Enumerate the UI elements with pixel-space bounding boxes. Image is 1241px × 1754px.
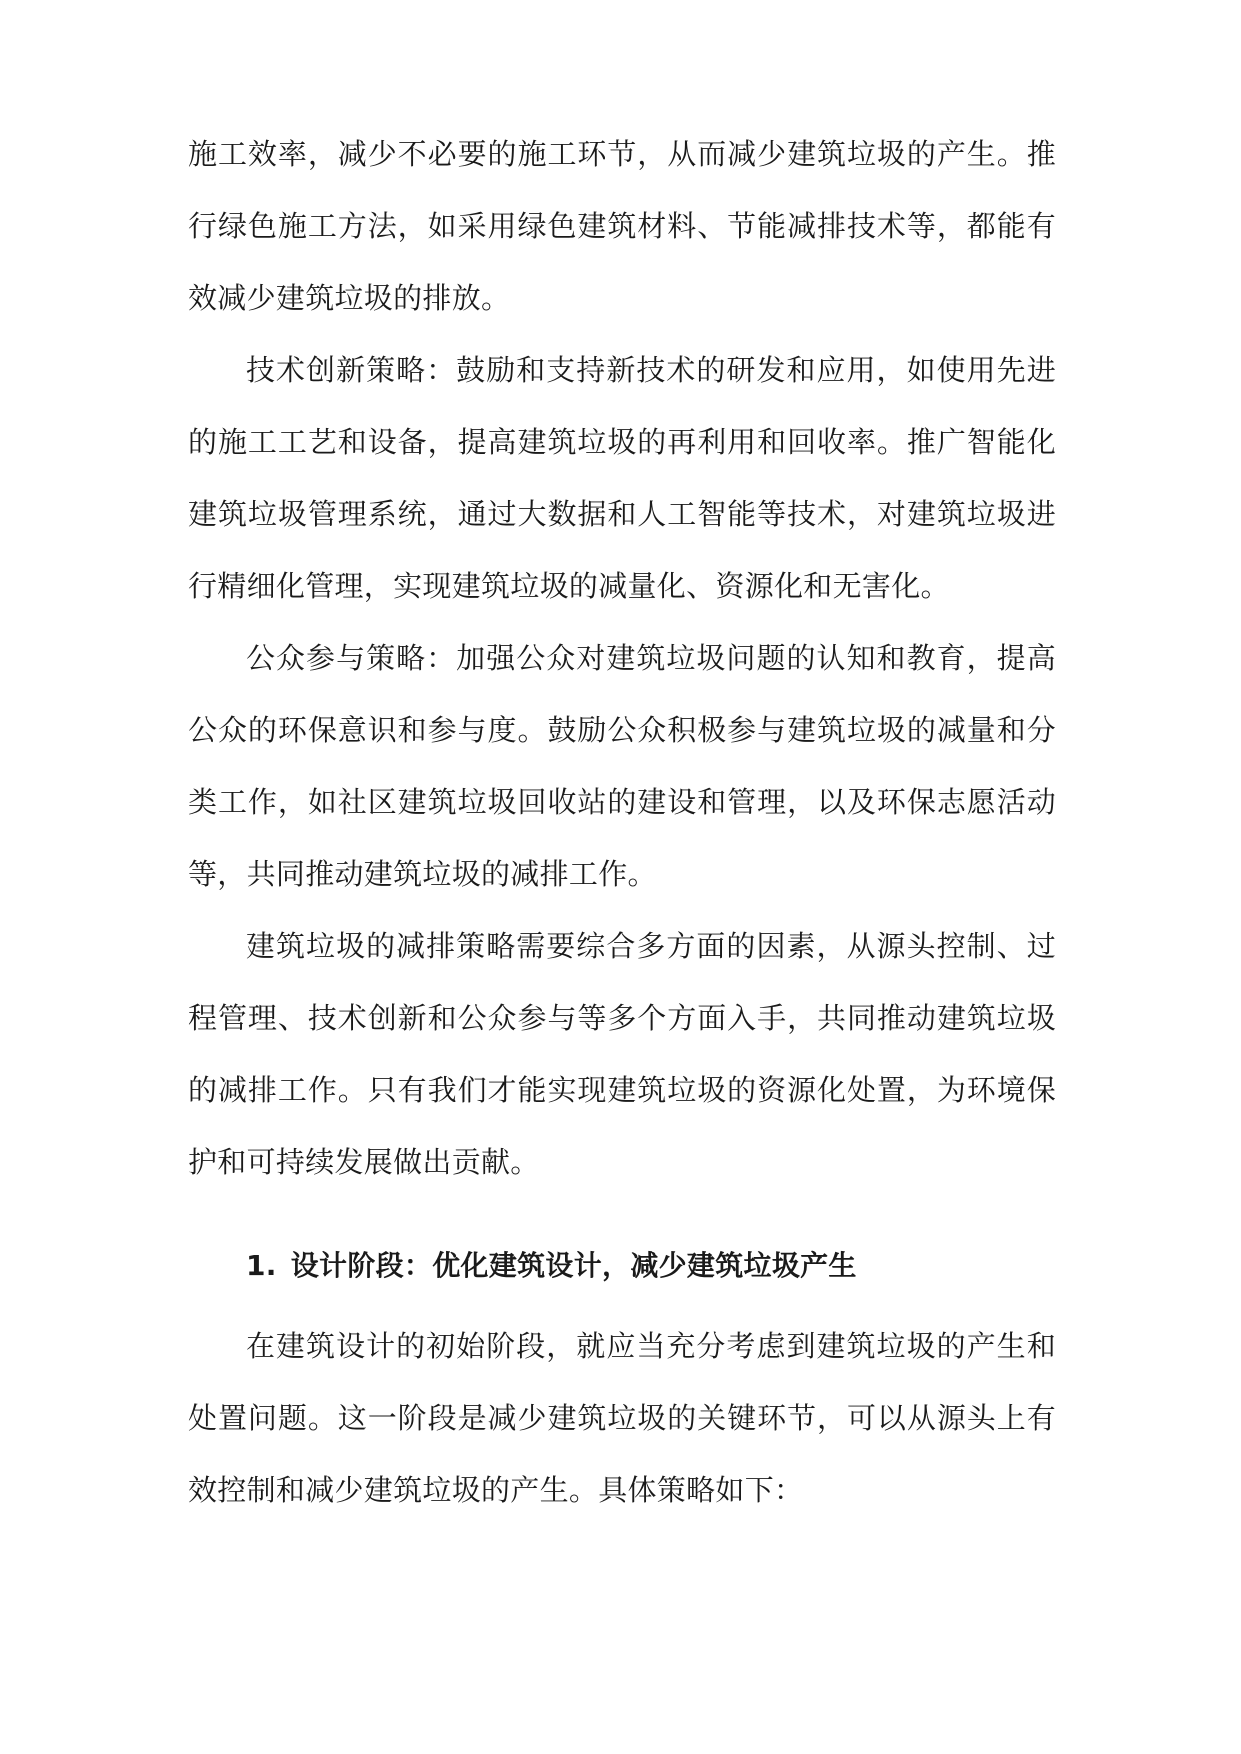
section-heading-text: 设计阶段：优化建筑设计，减少建筑垃圾产生: [290, 1249, 857, 1282]
paragraph-technology-innovation: 技术创新策略：鼓励和支持新技术的研发和应用，如使用先进的施工工艺和设备，提高建筑垃圾的再利用和回收率。推广智能化建筑垃圾管理系统，通过大数据和人工智能等技术，对建筑垃圾进行精细化管理，实现建筑垃圾的减量化、资源化和无害化。: [188, 353, 1056, 603]
paragraph-design-stage: 在建筑设计的初始阶段，就应当充分考虑到建筑垃圾的产生和处置问题。这一阶段是减少建筑垃圾的关键环节，可以从源头上有效控制和减少建筑垃圾的产生。具体策略如下：: [188, 1329, 1056, 1507]
paragraph-continuation: 施工效率，减少不必要的施工环节，从而减少建筑垃圾的产生。推行绿色施工方法，如采用绿色建筑材料、节能减排技术等，都能有效减少建筑垃圾的排放。: [188, 137, 1056, 315]
section-heading: [246, 1230, 1056, 1302]
paragraph-summary: 建筑垃圾的减排策略需要综合多方面的因素，从源头控制、过程管理、技术创新和公众参与等多个方面入手，共同推动建筑垃圾的减排工作。只有我们才能实现建筑垃圾的资源化处置，为环境保护和可持续发展做出贡献。: [188, 929, 1056, 1179]
section-heading-number: 1.: [246, 1249, 277, 1282]
paragraph-public-participation: 公众参与策略：加强公众对建筑垃圾问题的认知和教育，提高公众的环保意识和参与度。鼓励公众积极参与建筑垃圾的减量和分类工作，如社区建筑垃圾回收站的建设和管理，以及环保志愿活动等，共同推动建筑垃圾的减排工作。: [188, 641, 1056, 891]
